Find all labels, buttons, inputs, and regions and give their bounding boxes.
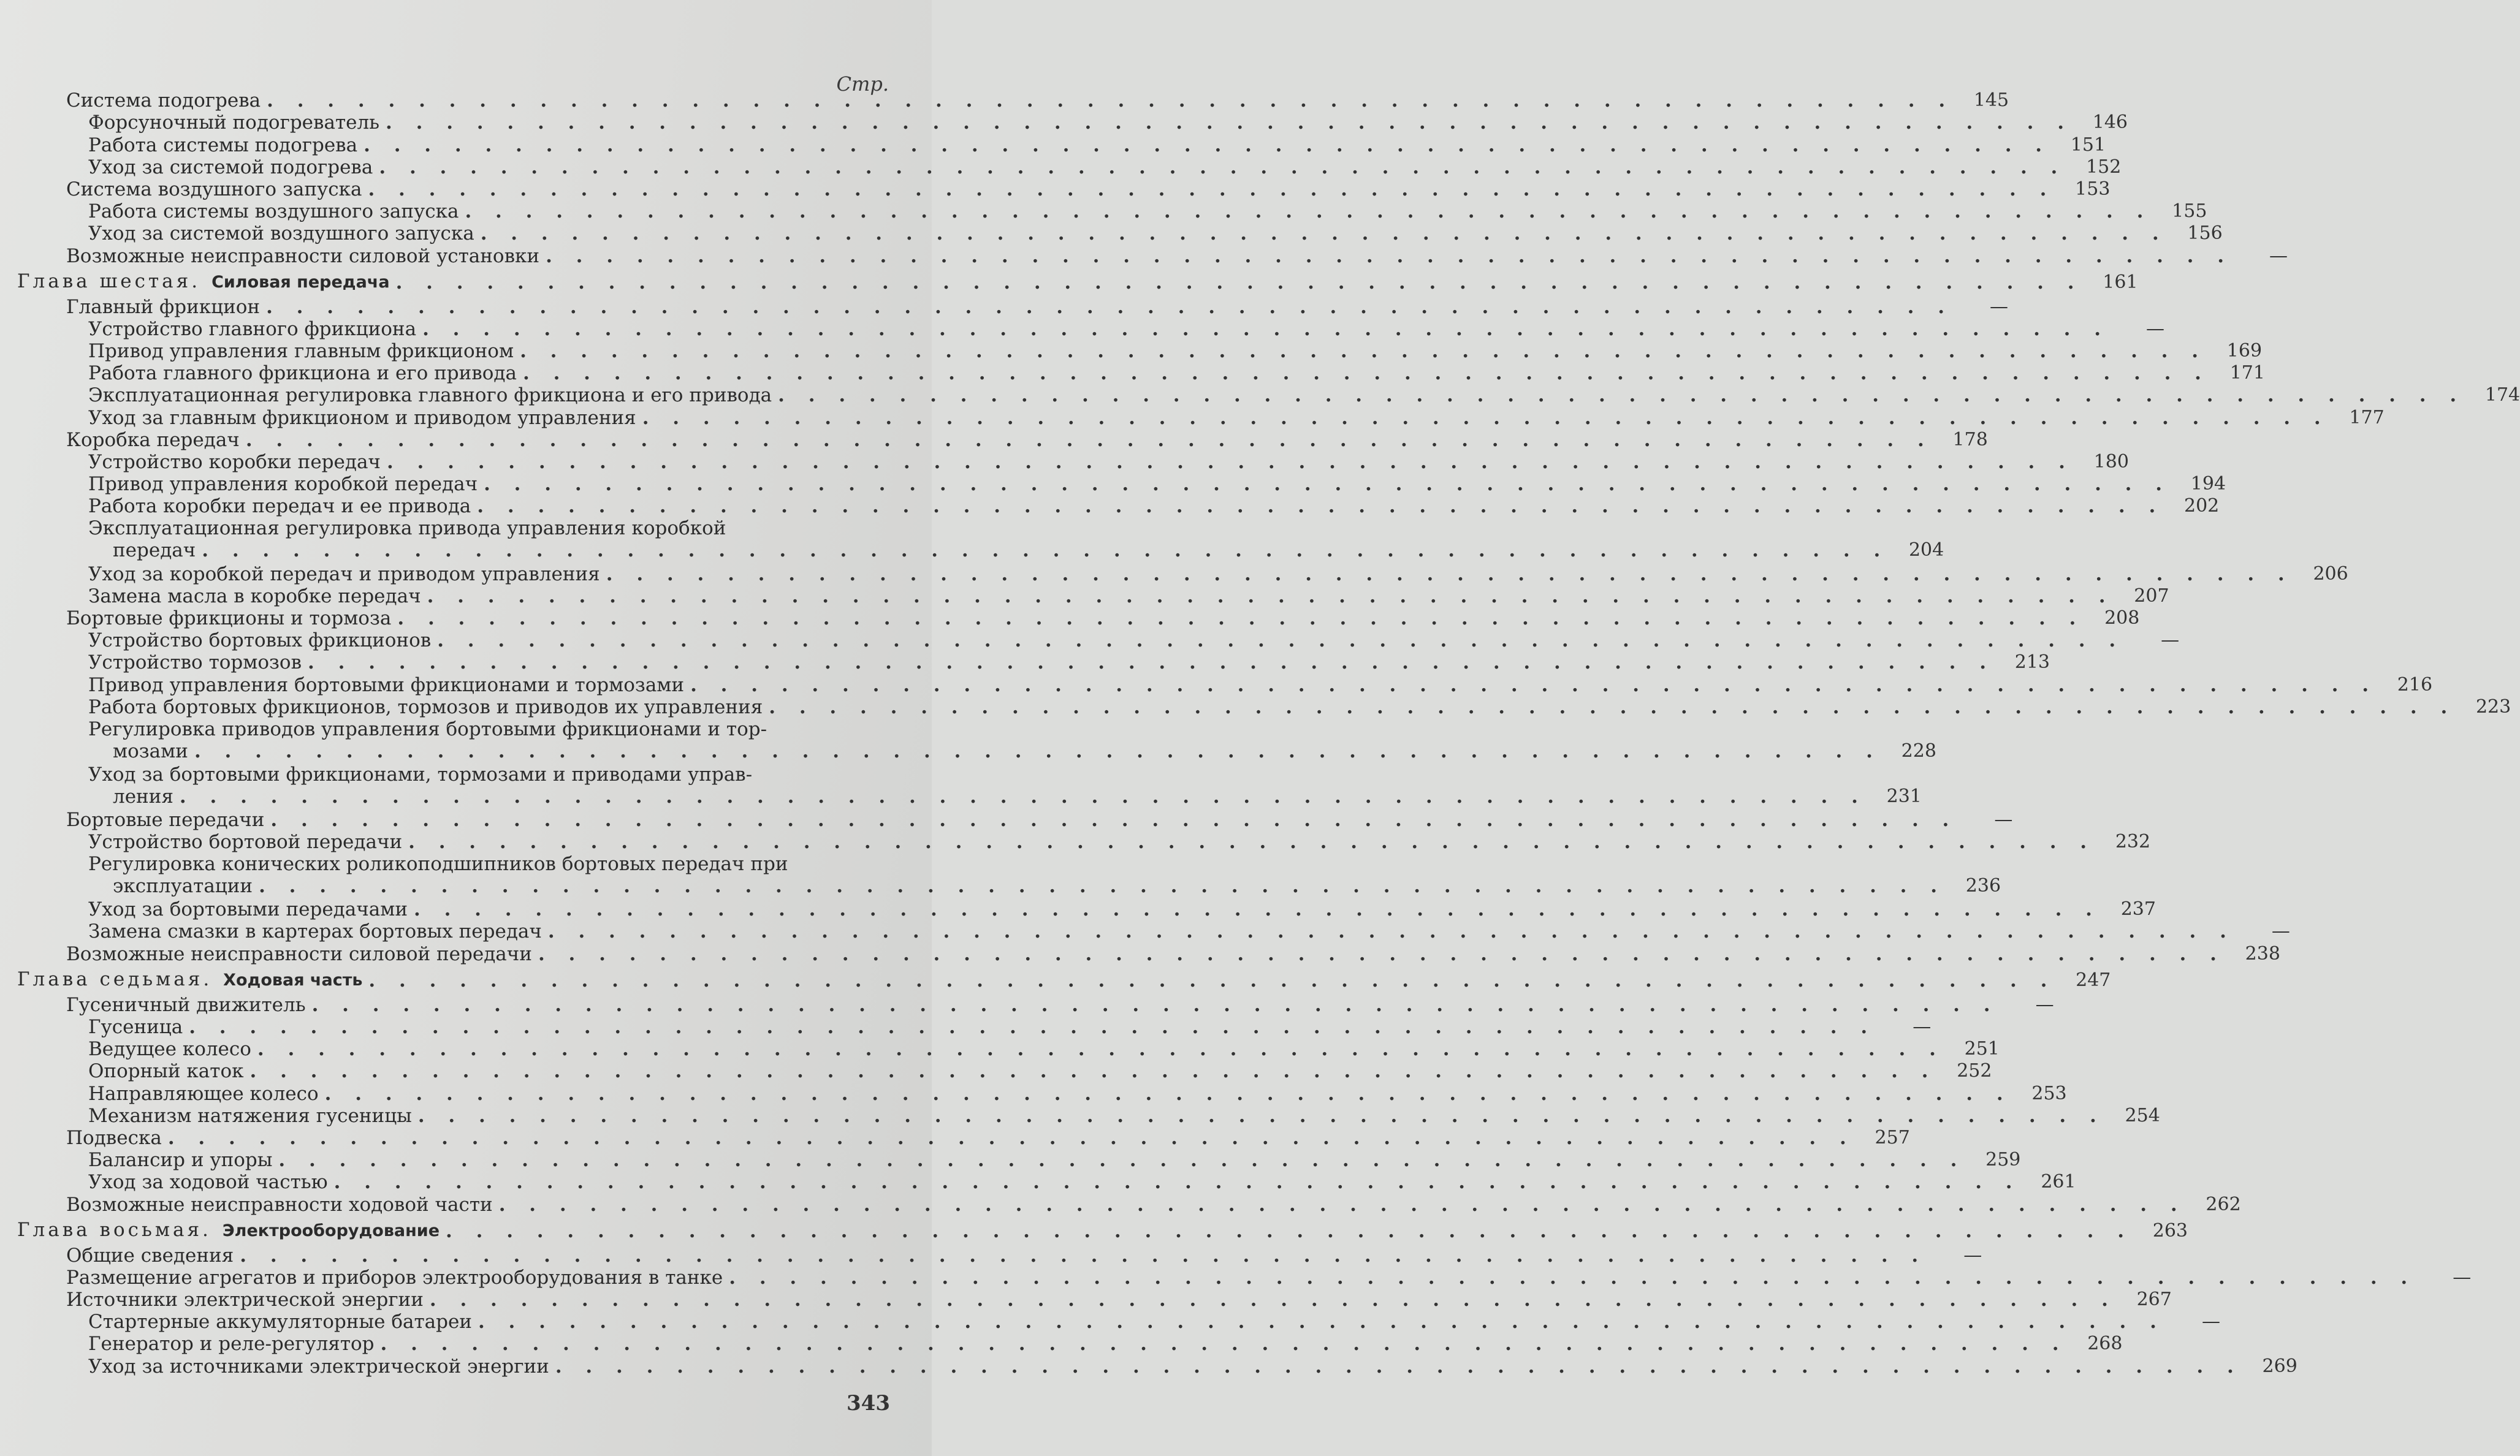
chapter-title: Электрооборудование	[222, 1221, 440, 1240]
toc-entry-title: Замена смазки в картерах бортовых передач	[88, 920, 542, 943]
toc-chapter-row[interactable]	[17, 267, 2138, 296]
toc-entry-row[interactable]	[17, 200, 2207, 223]
dot-leader: . . . . . . . . . . . . . . . . . . . . . . . . . . . . . . . . . . . . . . . . . . . . . . . . . . . . . . . .	[368, 969, 2056, 992]
toc-page-number: 208	[2104, 607, 2140, 629]
toc-entry-title: Эксплуатационная регулировка привода управления коробкой	[88, 517, 726, 540]
toc-entry-title: Работа системы подогрева	[88, 134, 358, 156]
toc-entry-row[interactable]	[17, 156, 2122, 178]
toc-section-row[interactable]	[17, 295, 2009, 318]
toc-entry-title: Регулировка конических роликоподшипников бортовых передач при	[88, 853, 788, 876]
toc-section-row[interactable]	[17, 89, 2009, 112]
toc-page-number: 146	[2092, 112, 2128, 134]
dot-leader: . . . . . . . . . . . . . . . . . . . . . . . . . . . . . . . . . . . . . . . . . . . . . . . . . . . . . . . .	[270, 808, 1958, 831]
dot-leader: . . . . . . . . . . . . . . . . . . . . . . . . . . . . . . . . . . . . . . . . . . . . . . . . . . . . . . . .	[769, 696, 2456, 718]
toc-entry-title: Бортовые фрикционы и тормоза	[66, 607, 392, 629]
chapter-prefix: Глава восьмая.	[17, 1218, 211, 1241]
toc-entry-title: Опорный каток	[88, 1060, 244, 1083]
dot-leader: . . . . . . . . . . . . . . . . . . . . . . . . . . . . . . . . . . . . . . . . . . . . . . . . . . . . . . . .	[408, 831, 2096, 854]
dot-leader: . . . . . . . . . . . . . . . . . . . . . . . . . . . . . . . . . . . . . . . . . . . . . . . . . . . . . . . .	[520, 340, 2207, 363]
toc-page-number: —	[2453, 1266, 2472, 1288]
toc-entry-title: Генератор и реле-регулятор	[88, 1333, 375, 1356]
toc-entry-title: Система воздушного запуска	[66, 178, 362, 200]
toc-entry-row[interactable]	[17, 563, 2348, 585]
toc-entry-title: Уход за системой воздушного запуска	[88, 222, 474, 245]
dot-leader: . . . . . . . . . . . . . . . . . . . . . . . . . . . . . . . . . . . . . . . . . . . . . . . . . . . . . . . .	[498, 1193, 2186, 1216]
toc-section-row[interactable]	[17, 607, 2140, 629]
toc-page-number: 194	[2190, 473, 2226, 495]
toc-section-row[interactable]	[17, 245, 2288, 267]
toc-page-number: 237	[2120, 898, 2156, 920]
toc-entry-continuation-line	[88, 785, 1922, 808]
toc-entry-title: Уход за системой подогрева	[88, 156, 373, 178]
toc-entry-title: Источники электрической энергии	[66, 1289, 424, 1311]
toc-entry-row[interactable]	[17, 317, 2165, 340]
dot-leader: . . . . . . . . . . . . . . . . . . . . . . . . . . . . . . . . . . . . . . . . . . . . . . . . . . . . . . . .	[478, 1311, 2165, 1333]
chapter-heading	[17, 1216, 440, 1245]
dot-leader: . . . . . . . . . . . . . . . . . . . . . . . . . . . . . . . . . . . . . . . . . . . . . . . . . . . . . . . .	[245, 428, 1933, 451]
toc-page-number: 267	[2136, 1289, 2172, 1311]
toc-page-number: 151	[2070, 134, 2106, 156]
toc-entry-title: Механизм натяжения гусеницы	[88, 1104, 412, 1127]
toc-entry-row[interactable]	[17, 853, 2001, 898]
page-column-header: Стр.	[836, 72, 889, 96]
dot-leader: . . . . . . . . . . . . . . . . . . . . . . . . . . . . . . . . . . . . . . . . . . . . . . . . . . . . . . . .	[257, 1038, 1944, 1061]
toc-entry-title: Устройство главного фрикциона	[88, 317, 417, 340]
toc-page-number: 180	[2093, 451, 2129, 472]
toc-entry-title: Коробка передач	[66, 428, 240, 451]
toc-entry-title: Ведущее колесо	[88, 1038, 251, 1061]
dot-leader: . . . . . . . . . . . . . . . . . . . . . . . . . . . . . . . . . . . . . . . . . . . . . . . . . . . . . . . .	[386, 112, 2073, 134]
toc-entry-continuation-line	[88, 539, 1944, 562]
toc-page-number: 216	[2397, 673, 2433, 696]
chapter-heading	[17, 268, 390, 296]
toc-page-number: 254	[2125, 1104, 2160, 1126]
dot-leader: . . . . . . . . . . . . . . . . . . . . . . . . . . . . . . . . . . . . . . . . . . . . . . . . . . . . . . . .	[179, 785, 1867, 808]
dot-leader: . . . . . . . . . . . . . . . . . . . . . . . . . . . . . . . . . . . . . . . . . . . . . . . . . . . . . . . .	[202, 539, 1889, 562]
toc-section-row[interactable]	[17, 942, 2280, 965]
toc-entry-title: Работа главного фрикциона и его привода	[88, 362, 517, 385]
toc-entry-title: Замена масла в коробке передач	[88, 585, 421, 607]
toc-entry-title: Устройство коробки передач	[88, 451, 381, 473]
toc-entry-row[interactable]	[17, 1082, 2067, 1105]
toc-entry-title: Работа системы воздушного запуска	[88, 200, 459, 223]
toc-page-number: 231	[1886, 785, 1922, 807]
toc-entry-row[interactable]	[17, 1171, 2076, 1194]
toc-page-number: —	[2201, 1311, 2220, 1333]
toc-entry-row[interactable]	[17, 362, 2265, 385]
toc-entry-row[interactable]	[17, 898, 2156, 921]
toc-page-number: 145	[1973, 89, 2009, 112]
toc-entry-row[interactable]	[17, 495, 2220, 518]
toc-entry-row[interactable]	[17, 406, 2385, 429]
toc-entry-title: Привод управления бортовыми фрикционами и тормозами	[88, 673, 685, 696]
dot-leader: . . . . . . . . . . . . . . . . . . . . . . . . . . . . . . . . . . . . . . . . . . . . . . . . . . . . . . . .	[324, 1082, 2012, 1105]
dot-leader: . . . . . . . . . . . . . . . . . . . . . . . . . . . . . . . . . . . . . . . . . . . . . . . . . . . . . . . .	[267, 89, 1954, 112]
dot-leader: . . . . . . . . . . . . . . . . . . . . . . . . . . . . . . . . . . . . . . . . . . . . . . . . . . . . . . . .	[417, 1104, 2105, 1127]
dot-leader: . . . . . . . . . . . . . . . . . . . . . . . . . . . . . . . . . . . . . . . . . . . . . . . . . . . . . . . .	[538, 942, 2225, 965]
dot-leader: . . . . . . . . . . . . . . . . . . . . . . . . . . . . . . . . . . . . . . . . . . . . . . . . . . . . . . . .	[364, 134, 2051, 156]
toc-page-number: 171	[2229, 362, 2265, 384]
dot-leader: . . . . . . . . . . . . . . . . . . . . . . . . . . . . . . . . . . . . . . . . . . . . . . . . . . . . . . . .	[395, 271, 2083, 294]
dot-leader: . . . . . . . . . . . . . . . . . . . . . . . . . . . . . . . . . . . . . . . . . . . . . . . . . . . . . . . .	[380, 1333, 2068, 1356]
toc-page-number: 263	[2152, 1219, 2188, 1242]
toc-entry-title: Система подогрева	[66, 89, 261, 112]
toc-entry-title: Главный фрикцион	[66, 295, 261, 318]
toc-page-number: 206	[2313, 563, 2348, 585]
toc-entry-title: Возможные неисправности ходовой части	[66, 1193, 493, 1216]
toc-page-number: —	[1963, 1244, 1982, 1266]
toc-entry-title: Направляющее колесо	[88, 1082, 319, 1105]
dot-leader: . . . . . . . . . . . . . . . . . . . . . . . . . . . . . . . . . . . . . . . . . . . . . . . . . . . . . . . .	[249, 1060, 1937, 1083]
dot-leader: . . . . . . . . . . . . . . . . . . . . . . . . . . . . . . . . . . . . . . . . . . . . . . . . . . . . . . . .	[429, 1289, 2117, 1311]
toc-entry-row[interactable]	[17, 585, 2169, 607]
toc-page-number: 155	[2172, 200, 2207, 222]
toc-entry-row[interactable]	[17, 517, 1944, 563]
dot-leader: . . . . . . . . . . . . . . . . . . . . . . . . . . . . . . . . . . . . . . . . . . . . . . . . . . . . . . . .	[555, 1355, 2242, 1378]
toc-section-row[interactable]	[17, 1126, 1910, 1149]
dot-leader: . . . . . . . . . . . . . . . . . . . . . . . . . . . . . . . . . . . . . . . . . . . . . . . . . . . . . . . .	[480, 222, 2168, 245]
toc-entry-title: Уход за источниками электрической энергии	[88, 1355, 549, 1378]
table-of-contents	[17, 89, 2520, 1378]
toc-entry-title: Возможные неисправности силовой установки	[66, 245, 540, 267]
toc-entry-row[interactable]	[17, 340, 2263, 363]
dot-leader: . . . . . . . . . . . . . . . . . . . . . . . . . . . . . . . . . . . . . . . . . . . . . . . . . . . . . . . .	[606, 563, 2293, 585]
toc-page-number: 174	[2484, 384, 2520, 406]
toc-entry-row[interactable]	[17, 831, 2151, 854]
dot-leader: . . . . . . . . . . . . . . . . . . . . . . . . . . . . . . . . . . . . . . . . . . . . . . . . . . . . . . . .	[386, 451, 2074, 473]
toc-page-number: 268	[2087, 1333, 2123, 1355]
dot-leader: . . . . . . . . . . . . . . . . . . . . . . . . . . . . . . . . . . . . . . . . . . . . . . . . . . . . . . . .	[189, 1016, 1876, 1038]
toc-section-row[interactable]	[17, 1289, 2172, 1311]
toc-entry-title: Стартерные аккумуляторные батареи	[88, 1311, 472, 1333]
toc-entry-row[interactable]	[17, 134, 2106, 156]
dot-leader: . . . . . . . . . . . . . . . . . . . . . . . . . . . . . . . . . . . . . . . . . . . . . . . . . . . . . . . .	[465, 200, 2152, 223]
toc-section-row[interactable]	[17, 993, 2054, 1016]
toc-entry-row[interactable]	[17, 1355, 2297, 1378]
toc-entry-row[interactable]	[17, 696, 2511, 718]
toc-page-number: 247	[2076, 969, 2111, 991]
dot-leader: . . . . . . . . . . . . . . . . . . . . . . . . . . . . . . . . . . . . . . . . . . . . . . . . . . . . . . . .	[368, 178, 2055, 200]
toc-section-row[interactable]	[17, 1193, 2241, 1216]
toc-section-row[interactable]	[17, 1244, 1982, 1267]
toc-entry-title: Работа бортовых фрикционов, тормозов и приводов их управления	[88, 696, 763, 718]
dot-leader: . . . . . . . . . . . . . . . . . . . . . . . . . . . . . . . . . . . . . . . . . . . . . . . . . . . . . . . .	[477, 495, 2164, 518]
dot-leader: . . . . . . . . . . . . . . . . . . . . . . . . . . . . . . . . . . . . . . . . . . . . . . . . . . . . . . . .	[437, 629, 2125, 652]
dot-leader: . . . . . . . . . . . . . . . . . . . . . . . . . . . . . . . . . . . . . . . . . . . . . . . . . . . . . . . .	[397, 607, 2085, 629]
toc-entry-title: Уход за бортовыми передачами	[88, 898, 408, 921]
dot-leader: . . . . . . . . . . . . . . . . . . . . . . . . . . . . . . . . . . . . . . . . . . . . . . . . . . . . . . . .	[311, 993, 1999, 1016]
toc-entry-continuation: ления	[113, 785, 173, 808]
toc-entry-row[interactable]	[17, 920, 2290, 943]
toc-page-number: 269	[2262, 1355, 2297, 1377]
dot-leader: . . . . . . . . . . . . . . . . . . . . . . . . . . . . . . . . . . . . . . . . . . . . . . . . . . . . . . . .	[484, 473, 2171, 496]
toc-page-number: 202	[2184, 495, 2220, 517]
toc-page-number: 207	[2134, 585, 2169, 607]
toc-entry-title: Форсуночный подогреватель	[88, 112, 380, 134]
toc-entry-row[interactable]	[17, 673, 2433, 696]
toc-section-row[interactable]	[17, 178, 2111, 200]
toc-page-number: 177	[2349, 406, 2385, 428]
dot-leader: . . . . . . . . . . . . . . . . . . . . . . . . . . . . . . . . . . . . . . . . . . . . . . . . . . . . . . . .	[547, 920, 2235, 943]
toc-page-number: —	[2161, 629, 2180, 651]
dot-leader: . . . . . . . . . . . . . . . . . . . . . . . . . . . . . . . . . . . . . . . . . . . . . . . . . . . . . . . .	[427, 585, 2114, 607]
dot-leader: . . . . . . . . . . . . . . . . . . . . . . . . . . . . . . . . . . . . . . . . . . . . . . . . . . . . . . . .	[308, 651, 1995, 674]
toc-entry-row[interactable]	[17, 384, 2520, 407]
toc-entry-title: Привод управления коробкой передач	[88, 473, 478, 496]
toc-page-number: 251	[1964, 1038, 2000, 1060]
toc-page-number: 236	[1965, 875, 2001, 897]
toc-entry-continuation: передач	[113, 539, 196, 562]
toc-page-number: 252	[1957, 1060, 1992, 1082]
chapter-title: Силовая передача	[211, 272, 390, 292]
toc-entry-title: Уход за главным фрикционом и приводом управления	[88, 406, 636, 429]
toc-entry-title: Работа коробки передач и ее привода	[88, 495, 471, 518]
toc-entry-row[interactable]	[17, 1060, 1992, 1083]
toc-page-number: 156	[2187, 222, 2223, 245]
dot-leader: . . . . . . . . . . . . . . . . . . . . . . . . . . . . . . . . . . . . . . . . . . . . . . . . . . . . . . . .	[729, 1266, 2416, 1289]
toc-entry-row[interactable]	[17, 629, 2180, 652]
toc-page-number: 232	[2115, 831, 2151, 853]
toc-entry-row[interactable]	[17, 651, 2050, 674]
toc-entry-title: Балансир и упоры	[88, 1149, 273, 1172]
toc-entry-title: Устройство бортовых фрикционов	[88, 629, 432, 652]
toc-page-number: 213	[2014, 651, 2050, 673]
toc-entry-continuation-line	[88, 740, 1936, 762]
toc-entry-title: Уход за ходовой частью	[88, 1171, 328, 1194]
toc-page-number: —	[2146, 317, 2165, 339]
toc-section-row[interactable]	[17, 428, 1988, 451]
toc-entry-row[interactable]	[17, 1333, 2123, 1356]
toc-page-number: 228	[1901, 740, 1936, 762]
dot-leader: . . . . . . . . . . . . . . . . . . . . . . . . . . . . . . . . . . . . . . . . . . . . . . . . . . . . . . . .	[333, 1171, 2021, 1194]
dot-leader: . . . . . . . . . . . . . . . . . . . . . . . . . . . . . . . . . . . . . . . . . . . . . . . . . . . . . . . .	[690, 673, 2378, 696]
toc-entry-row[interactable]	[17, 1038, 2000, 1061]
toc-entry-title: Регулировка приводов управления бортовыми фрикционами и тор-	[88, 718, 767, 740]
toc-page-number: 262	[2206, 1193, 2241, 1215]
toc-entry-row[interactable]	[17, 1016, 1932, 1038]
chapter-heading	[17, 966, 362, 994]
toc-chapter-row[interactable]	[17, 1216, 2188, 1245]
dot-leader: . . . . . . . . . . . . . . . . . . . . . . . . . . . . . . . . . . . . . . . . . . . . . . . . . . . . . . . .	[240, 1244, 1927, 1267]
toc-entry-row[interactable]	[17, 1311, 2220, 1333]
toc-page-number: 153	[2075, 178, 2111, 200]
dot-leader: . . . . . . . . . . . . . . . . . . . . . . . . . . . . . . . . . . . . . . . . . . . . . . . . . . . . . . . .	[194, 740, 1881, 762]
toc-page-number: 238	[2245, 942, 2280, 965]
toc-entry-title: Устройство бортовой передачи	[88, 831, 403, 854]
toc-page-number: —	[2271, 920, 2290, 942]
toc-entry-continuation-line	[88, 875, 2001, 898]
dot-leader: . . . . . . . . . . . . . . . . . . . . . . . . . . . . . . . . . . . . . . . . . . . . . . . . . . . . . . . .	[546, 245, 2233, 267]
toc-entry-title: Привод управления главным фрикционом	[88, 340, 514, 363]
toc-page-number: —	[1990, 295, 2009, 317]
chapter-title: Ходовая часть	[223, 970, 363, 990]
dot-leader: . . . . . . . . . . . . . . . . . . . . . . . . . . . . . . . . . . . . . . . . . . . . . . . . . . . . . . . .	[379, 156, 2066, 178]
toc-page-number: —	[1994, 808, 2013, 830]
toc-entry-row[interactable]	[17, 451, 2129, 473]
dot-leader: . . . . . . . . . . . . . . . . . . . . . . . . . . . . . . . . . . . . . . . . . . . . . . . . . . . . . . . .	[422, 317, 2110, 340]
toc-page-number: —	[2035, 993, 2054, 1015]
toc-entry-title: Гусеница	[88, 1016, 183, 1038]
dot-leader: . . . . . . . . . . . . . . . . . . . . . . . . . . . . . . . . . . . . . . . . . . . . . . . . . . . . . . . .	[167, 1126, 1855, 1149]
toc-entry-title: Возможные неисправности силовой передачи	[66, 942, 532, 965]
page-number: 343	[847, 1391, 890, 1416]
toc-entry-title: Бортовые передачи	[66, 808, 265, 831]
toc-entry-row[interactable]	[17, 222, 2223, 245]
toc-entry-row[interactable]	[17, 763, 1922, 809]
toc-entry-title: Гусеничный движитель	[66, 993, 306, 1016]
toc-entry-row[interactable]	[17, 1104, 2160, 1127]
toc-section-row[interactable]	[17, 808, 2013, 831]
dot-leader: . . . . . . . . . . . . . . . . . . . . . . . . . . . . . . . . . . . . . . . . . . . . . . . . . . . . . . . .	[522, 362, 2210, 385]
toc-chapter-row[interactable]	[17, 965, 2111, 994]
dot-leader: . . . . . . . . . . . . . . . . . . . . . . . . . . . . . . . . . . . . . . . . . . . . . . . . . . . . . . . .	[414, 898, 2101, 921]
toc-page-number: 257	[1875, 1126, 1910, 1148]
toc-entry-title: Уход за коробкой передач и приводом управления	[88, 563, 600, 585]
toc-page-number: 178	[1952, 428, 1988, 450]
chapter-prefix: Глава седьмая.	[17, 968, 213, 990]
toc-entry-title: Общие сведения	[66, 1244, 234, 1267]
toc-page-number: 253	[2031, 1082, 2067, 1104]
toc-page-number: 223	[2475, 696, 2511, 718]
toc-entry-row[interactable]	[17, 718, 1936, 764]
dot-leader: . . . . . . . . . . . . . . . . . . . . . . . . . . . . . . . . . . . . . . . . . . . . . . . . . . . . . . . .	[259, 875, 1946, 898]
toc-entry-continuation: мозами	[113, 740, 188, 762]
dot-leader: . . . . . . . . . . . . . . . . . . . . . . . . . . . . . . . . . . . . . . . . . . . . . . . . . . . . . . . .	[642, 406, 2329, 429]
toc-page-number: 261	[2041, 1171, 2076, 1193]
toc-entry-row[interactable]	[17, 112, 2128, 134]
toc-section-row[interactable]	[17, 1266, 2472, 1289]
toc-page-number: 161	[2103, 271, 2138, 293]
toc-entry-continuation: эксплуатации	[113, 875, 253, 898]
toc-page-number: 169	[2226, 340, 2263, 362]
toc-entry-title: Эксплуатационная регулировка главного фрикциона и его привода	[88, 384, 772, 407]
toc-entry-title: Уход за бортовыми фрикционами, тормозами и приводами управ-	[88, 763, 753, 786]
dot-leader: . . . . . . . . . . . . . . . . . . . . . . . . . . . . . . . . . . . . . . . . . . . . . . . . . . . . . . . .	[278, 1149, 1966, 1172]
dot-leader: . . . . . . . . . . . . . . . . . . . . . . . . . . . . . . . . . . . . . . . . . . . . . . . . . . . . . . . .	[266, 295, 1954, 318]
toc-page-number: —	[1913, 1016, 1932, 1037]
toc-page-number: —	[2269, 245, 2288, 267]
toc-entry-row[interactable]	[17, 473, 2226, 496]
toc-entry-title: Размещение агрегатов и приборов электрооборудования в танке	[66, 1266, 723, 1289]
toc-entry-title: Подвеска	[66, 1126, 162, 1149]
chapter-prefix: Глава шестая.	[17, 270, 201, 292]
toc-entry-title: Устройство тормозов	[88, 651, 302, 674]
toc-entry-row[interactable]	[17, 1149, 2021, 1172]
toc-page-number: 204	[1908, 539, 1944, 561]
dot-leader: . . . . . . . . . . . . . . . . . . . . . . . . . . . . . . . . . . . . . . . . . . . . . . . . . . . . . . . .	[446, 1219, 2133, 1242]
toc-page-number: 152	[2086, 156, 2122, 178]
dot-leader: . . . . . . . . . . . . . . . . . . . . . . . . . . . . . . . . . . . . . . . . . . . . . . . . . . . . . . . .	[778, 384, 2465, 407]
toc-page-number: 259	[1985, 1149, 2021, 1171]
